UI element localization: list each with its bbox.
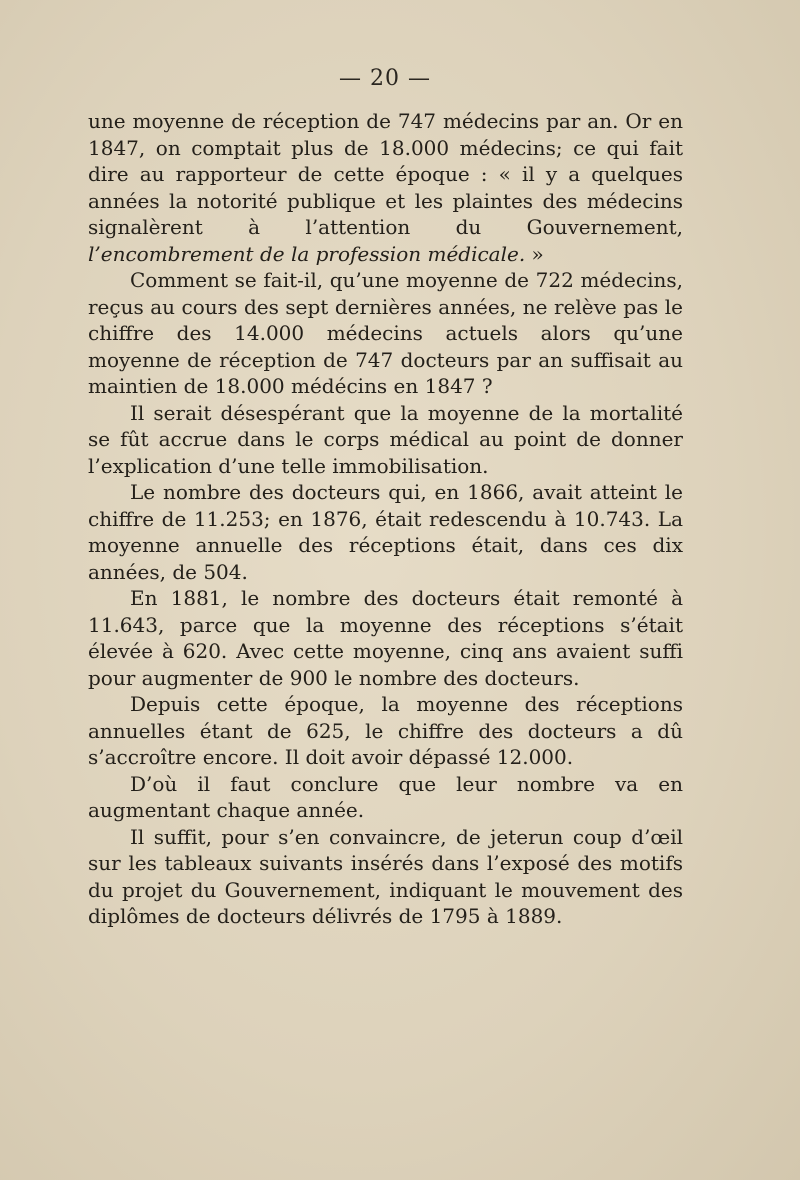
paragraph-3: Il serait désespérant que la moyenne de la mortalité se fût accrue dans le corps médical au point de donner l’explication d’une telle immobilisation. — [88, 400, 683, 478]
paragraph-6: Depuis cette époque, la moyenne des réceptions annuelles étant de 625, le chiffre des docteurs a dû s’accroître encore. Il doit avoir dépassé 12.000. — [88, 692, 683, 769]
paragraph-4: Le nombre des docteurs qui, en 1866, avait atteint le chiffre de 11.253; en 1876, était redescendu à 10.743. La moyenne annuelle des réceptions était, dans ces dix années, de 504. — [88, 480, 683, 584]
paragraph-8: Il suffit, pour s’en convaincre, de jeterun coup d’œil sur les tableaux suivants insérés dans l’exposé des motifs du projet du Gouvernement, indiquant le mouvement des diplômes de docteurs délivrés de 1795 à 1889. — [88, 824, 683, 928]
page-number: — 20 — — [339, 66, 431, 91]
closing-quote: » — [525, 241, 544, 266]
paragraph-5: En 1881, le nombre des docteurs était remonté à 11.643, parce que la moyenne des réceptions s’était élevée à 620. Avec cette moyenne, cinq ans avaient suffi pour augmenter de 900 le nombre des docteurs. — [88, 586, 683, 690]
body-text — [88, 108, 683, 930]
paragraph-1-text: une moyenne de réception de 747 médecins par an. Or en 1847, on comptait plus de 18.000 médecins; ce qui fait dire au rapporteur de cette époque : « il y a quelques années la notorité publique et les plaintes des médecins signalèrent à l’attention du Gouvernement, — [88, 109, 683, 239]
paragraph-2: Comment se fait-il, qu’une moyenne de 722 médecins, reçus au cours des sept dernières années, ne relève pas le chiffre des 14.000 médecins actuels alors qu’une moyenne de réception de 747 docteurs par an suffisait au maintien de 18.000 médécins en 1847 ? — [88, 268, 683, 398]
italic-phrase: l’encombrement de la profession médicale. — [88, 241, 526, 266]
paragraph-7: D’où il faut conclure que leur nombre va en augmentant chaque année. — [88, 771, 683, 822]
paragraph-1 — [88, 108, 683, 267]
